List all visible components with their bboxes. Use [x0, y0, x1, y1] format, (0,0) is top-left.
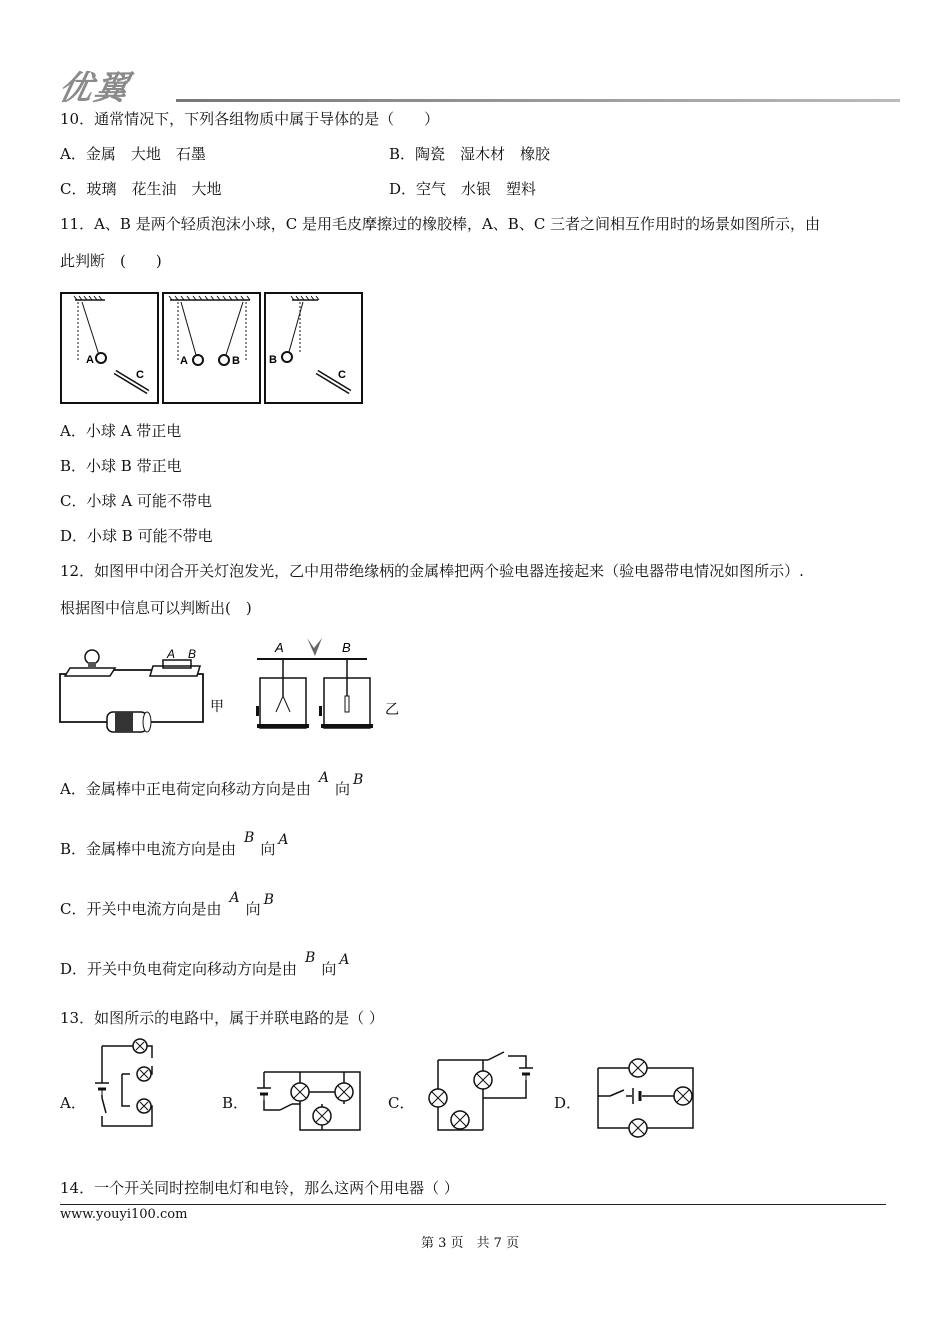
q11-stem-line2: 此判断 ( ) [60, 252, 162, 270]
q13-circuit-a [92, 1038, 162, 1133]
q10-option-b: B．陶瓷 湿木材 橡胶 [389, 145, 551, 163]
q12-option-a: A．金属棒中正电荷定向移动方向是由A向 B [60, 770, 364, 798]
q11-label-a2: A [180, 355, 188, 367]
q13-circuit-c [418, 1040, 536, 1135]
q13-circuit-b [252, 1060, 367, 1138]
q10-option-c: C．玻璃 花生油 大地 [60, 180, 222, 198]
q13-option-b-label: B． [222, 1094, 249, 1112]
q10-option-a: A．金属 大地 石墨 [60, 145, 206, 163]
q13-option-d-label: D． [554, 1094, 582, 1112]
footer-page-number: 第 3 页 共 7 页 [421, 1236, 520, 1251]
q11-stem-line1: 11．A、B 是两个轻质泡沫小球，C 是用毛皮摩擦过的橡胶棒，A、B、C 三者之间相互作用时的场景如图所示，由 [60, 215, 821, 233]
q11-label-b: B [232, 355, 240, 367]
yi-label-a: A [275, 640, 284, 655]
q10-option-d: D．空气 水银 塑料 [389, 180, 537, 198]
q10-stem: 10．通常情况下，下列各组物质中属于导体的是（ ） [60, 110, 440, 128]
q11-option-b: B．小球 B 带正电 [60, 457, 182, 475]
q13-option-c-label: C． [388, 1094, 415, 1112]
header-rule [176, 99, 900, 102]
q11-label-a: A [86, 354, 94, 366]
q12-figure-jia [55, 644, 235, 736]
q14-stem: 14．一个开关同时控制电灯和电铃，那么这两个用电器（ ） [60, 1179, 459, 1197]
q11-option-c: C．小球 A 可能不带电 [60, 492, 212, 510]
q11-label-b2: B [269, 354, 277, 366]
footer-website: www.youyi100.com [60, 1207, 188, 1222]
q13-circuit-d [588, 1050, 708, 1140]
youyi-logo: 优翼 [55, 68, 134, 107]
q11-figure [60, 292, 365, 406]
jia-label: 甲 [210, 698, 224, 714]
q13-stem: 13．如图所示的电路中，属于并联电路的是（ ） [60, 1009, 384, 1027]
q12-stem-line2: 根据图中信息可以判断出( ) [60, 599, 252, 617]
q12-stem-line1: 12．如图甲中闭合开关灯泡发光，乙中用带绝缘柄的金属棒把两个验电器连接起来（验电器带电情况如图所示）. [60, 562, 804, 580]
q12-figure-yi [252, 636, 402, 734]
q11-option-d: D．小球 B 可能不带电 [60, 527, 213, 545]
q12-option-b: B．金属棒中电流方向是由B向 A [60, 830, 289, 858]
yi-label: 乙 [385, 701, 399, 717]
q11-label-c: C [136, 369, 144, 381]
jia-label-b: B [188, 647, 197, 661]
jia-label-a: A [167, 647, 176, 661]
footer-rule [60, 1204, 886, 1205]
q12-option-d: D．开关中负电荷定向移动方向是由B向 A [60, 950, 350, 978]
q12-option-c: C．开关中电流方向是由A向 B [60, 890, 274, 918]
yi-label-b: B [342, 640, 351, 655]
q11-label-c2: C [338, 369, 346, 381]
q13-option-a-label: A． [60, 1094, 86, 1112]
q11-option-a: A．小球 A 带正电 [60, 422, 182, 440]
